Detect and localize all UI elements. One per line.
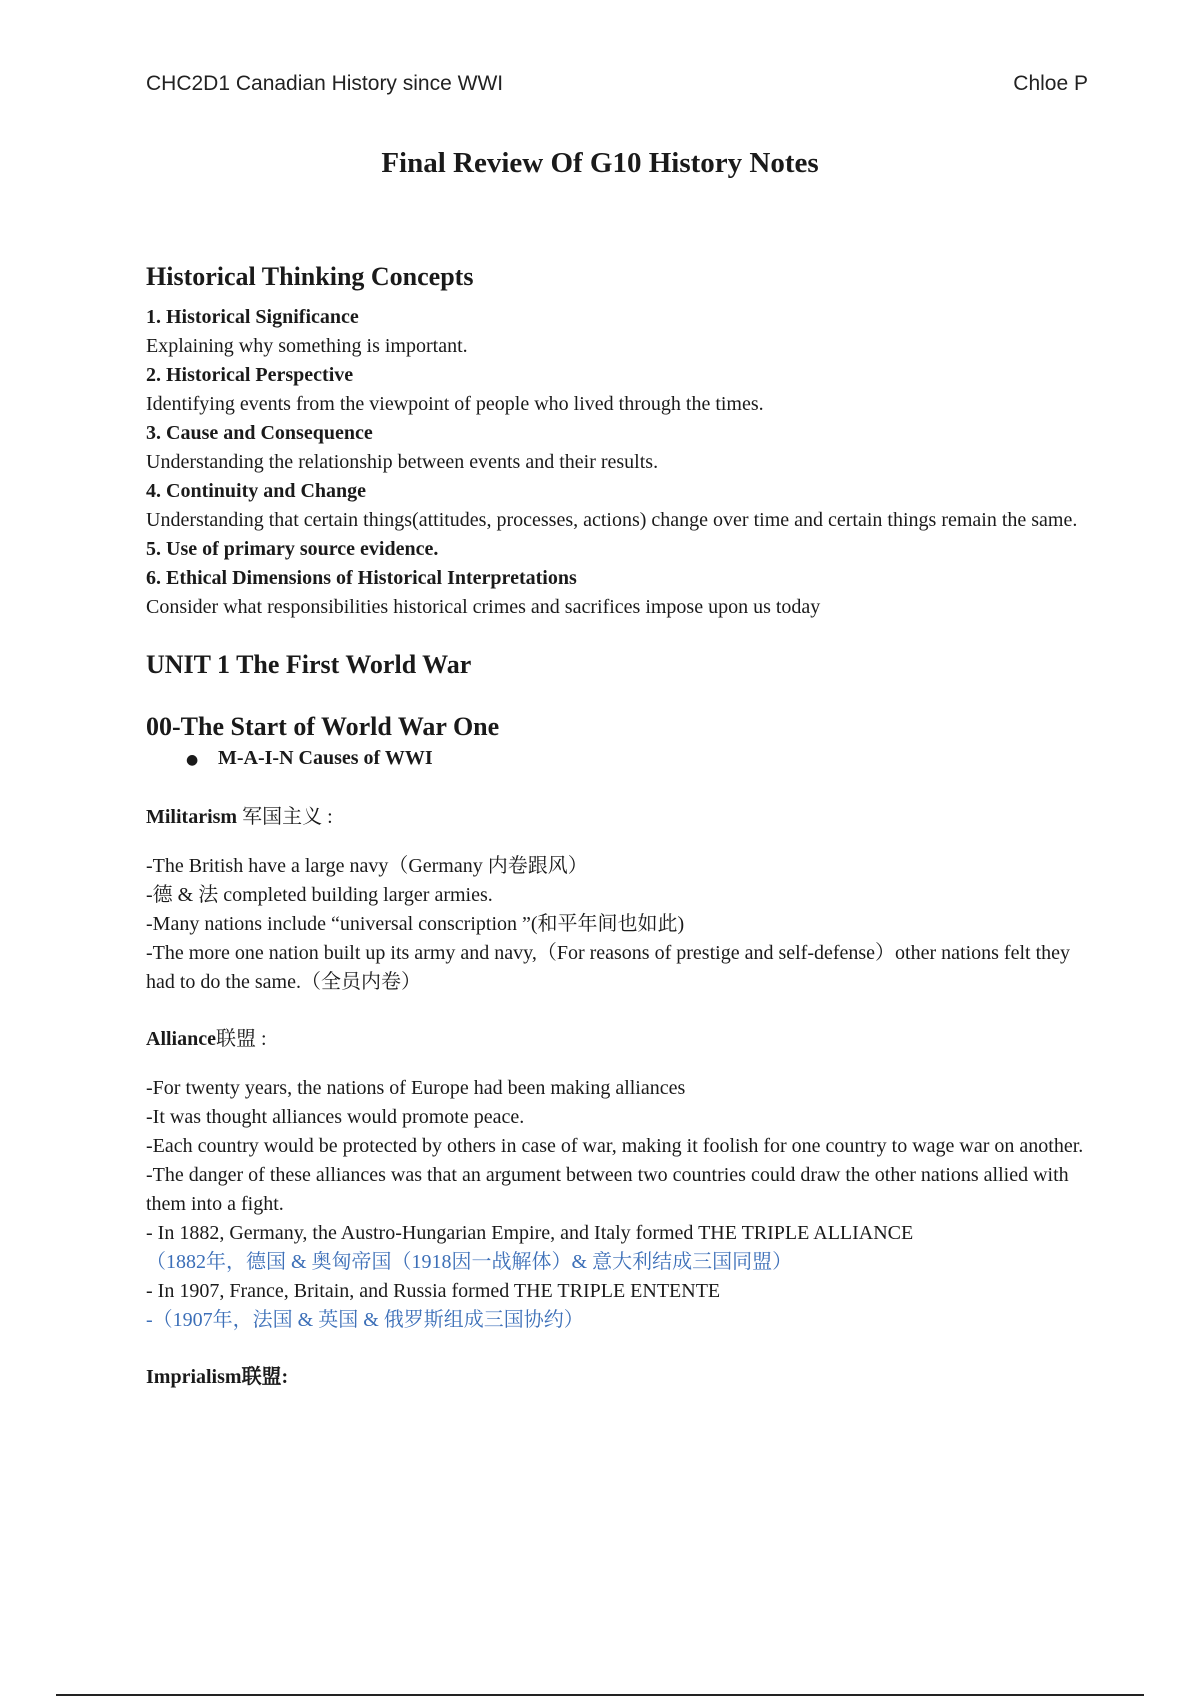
footer-divider <box>56 1694 1144 1696</box>
alliance-annotation: （1882年，德国 & 奥匈帝国（1918因一战解体）& 意大利结成三国同盟） <box>146 1251 793 1273</box>
alliance-label <box>146 1025 1088 1054</box>
concept-title: 4. Continuity and Change <box>146 480 367 502</box>
concepts-list <box>146 303 1088 622</box>
imperialism-label <box>146 1363 1088 1392</box>
alliance-line: -Each country would be protected by others in case of war, making it foolish for one country to wage war on another. <box>146 1135 1084 1157</box>
course-title: CHC2D1 Canadian History since WWI <box>146 72 504 95</box>
militarism-line: -Many nations include “universal conscription ”(和平年间也如此) <box>146 913 685 935</box>
concepts-heading: Historical Thinking Concepts <box>146 262 474 291</box>
bullet-text: M-A-I-N Causes of WWI <box>218 747 433 769</box>
unit-heading: UNIT 1 The First World War <box>146 650 472 679</box>
concept-desc: Identifying events from the viewpoint of people who lived through the times. <box>146 393 764 415</box>
militarism-line: -The British have a large navy（Germany 内卷跟风） <box>146 855 588 877</box>
alliance-line: -For twenty years, the nations of Europe had been making alliances <box>146 1077 686 1099</box>
imperialism-label-cn: 联盟: <box>241 1366 289 1388</box>
militarism-line: -The more one nation built up its army and navy,（For reasons of prestige and self-defense）other nations felt they had to do the same.（全员内卷） <box>146 942 1071 993</box>
alliance-line: - In 1882, Germany, the Austro-Hungarian Empire, and Italy formed THE TRIPLE ALLIANCE <box>146 1222 914 1244</box>
militarism-label-cn: 军国主义 : <box>237 806 333 828</box>
militarism-label <box>146 803 1088 832</box>
concept-desc: Consider what responsibilities historical crimes and sacrifices impose upon us today <box>146 596 821 618</box>
document-body <box>146 260 1088 1412</box>
concept-desc: Explaining why something is important. <box>146 335 468 357</box>
subsection-heading: 00-The Start of World War One <box>146 712 500 741</box>
author-name: Chloe P <box>1013 72 1088 95</box>
bullet-icon: ● <box>186 752 199 768</box>
concept-title: 3. Cause and Consequence <box>146 422 373 444</box>
alliance-line: -It was thought alliances would promote peace. <box>146 1106 525 1128</box>
document-title: Final Review Of G10 History Notes <box>381 147 819 179</box>
concept-title: 6. Ethical Dimensions of Historical Interpretations <box>146 567 577 589</box>
militarism-line: -德 & 法 completed building larger armies. <box>146 884 493 906</box>
alliance-line: - In 1907, France, Britain, and Russia formed THE TRIPLE ENTENTE <box>146 1280 721 1302</box>
page-header <box>146 72 1088 96</box>
concept-desc: Understanding that certain things(attitudes, processes, actions) change over time and certain things remain the same. <box>146 509 1078 531</box>
imperialism-label-en: Imprialism <box>146 1366 242 1388</box>
concept-title: 5. Use of primary source evidence. <box>146 538 439 560</box>
alliance-annotation: -（1907年，法国 & 英国 & 俄罗斯组成三国协约） <box>146 1309 584 1331</box>
concept-desc: Understanding the relationship between events and their results. <box>146 451 659 473</box>
concept-title: 2. Historical Perspective <box>146 364 354 386</box>
alliance-label-cn: 联盟 : <box>216 1028 267 1050</box>
concept-title: 1. Historical Significance <box>146 306 359 328</box>
bullet-item <box>146 744 1088 775</box>
militarism-label-en: Militarism <box>146 806 238 828</box>
alliance-label-en: Alliance <box>146 1028 216 1050</box>
alliance-line: -The danger of these alliances was that an argument between two countries could draw the other nations allied with them into a fight. <box>146 1164 1069 1215</box>
